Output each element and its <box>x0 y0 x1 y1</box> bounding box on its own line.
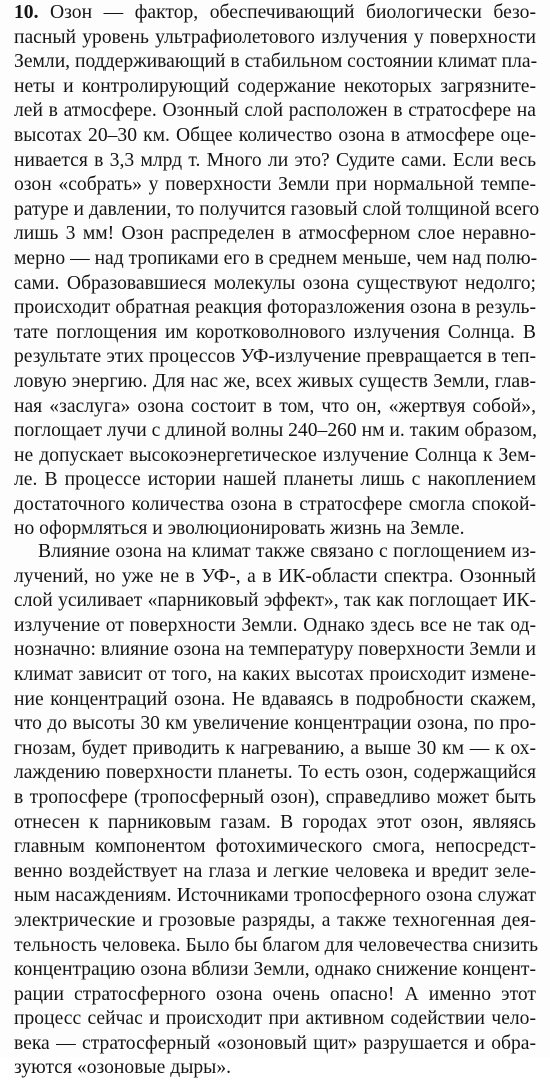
text-line: климат зависит от того, на каких высотах происходит измене- <box>14 663 536 685</box>
text-line: ным насаждениям. Источниками тропосферного озона служат <box>14 885 536 907</box>
text-line: в тропосфере (тропосферный озон), справедливо может быть <box>14 786 536 808</box>
text-line: тате поглощения им коротковолнового излучения Солнца. В <box>14 321 536 343</box>
text-line: нивается в 3,3 млрд т. Много ли это? Судите сами. Если весь <box>14 149 536 171</box>
text-line: не допускает высокоэнергетическое излучение Солнца к Зем- <box>14 444 536 466</box>
text-line: результате этих процессов УФ-излучение превращается в теп- <box>14 346 536 368</box>
text-line: гнозам, будет приводить к нагреванию, а выше 30 км — к ох- <box>14 737 536 759</box>
text-line: озон «собрать» у поверхности Земли при нормальной темпе- <box>14 174 536 196</box>
text-line: процесс сейчас и происходит при активном содействии чело- <box>14 1008 536 1030</box>
text-line: лишь 3 мм! Озон распределен в атмосферном слое неравно- <box>14 223 536 245</box>
text-line: но оформляться и эволюционировать жизнь на Земле. <box>14 518 465 540</box>
text-line: лаждению поверхности планеты. То есть озон, содержащийся <box>14 762 536 784</box>
text-line: электрические и грозовые разряды, а также техногенная дея- <box>14 909 536 931</box>
text-line: нозначно: влияние озона на температуру поверхности Земли и <box>14 639 536 661</box>
text-line: века — стратосферный «озоновый щит» разрушается и обра- <box>14 1032 536 1054</box>
text-line: ратуре и давлении, то получится газовый слой толщиной всего <box>14 198 540 220</box>
text-line: 10. Озон — фактор, обеспечивающий биологически безо- <box>14 2 536 23</box>
text-line: главным компонентом фотохимического смога, непосредст- <box>14 836 536 858</box>
text-line: рации стратосферного озона очень опасно! А именно этот <box>14 983 536 1005</box>
text-line: сами. Образовавшиеся молекулы озона существуют недолго; <box>14 272 536 294</box>
text-line: достаточного количества озона в стратосфере смогла спокой- <box>14 493 536 515</box>
text-line: венно воздействует на глаза и легкие человека и вредит зеле- <box>14 860 536 882</box>
text-line: мерно –– над тропиками его в среднем меньше, чем над полю- <box>14 247 538 269</box>
text-line: ние концентраций озона. Не вдаваясь в подробности скажем, <box>14 688 536 710</box>
text-line: ловую энергию. Для нас же, всех живых существ Земли, глав- <box>14 370 536 392</box>
text-line: высотах 20–30 км. Общее количество озона в атмосфере оце- <box>14 124 536 146</box>
text-line: Влияние озона на климат также связано с поглощением из- <box>38 541 536 562</box>
text-line: неты и контролирующий содержание некоторых загрязните- <box>14 75 536 97</box>
paragraph-1 <box>14 1 540 542</box>
text-line: отнесен к парниковым газам. В городах этот озон, являясь <box>14 811 536 833</box>
text-line: концентрацию озона вблизи Земли, однако снижение концент- <box>14 959 536 981</box>
task-number: 10. <box>14 2 39 23</box>
text-line: слой усиливает «парниковый эффект», так как поглощает ИК- <box>14 590 536 612</box>
text-line: происходит обратная реакция фоторазложения озона в резуль- <box>14 297 536 319</box>
text-line: ная «заслуга» озона состоит в том, что он, «жертвуя собой», <box>14 395 536 417</box>
text-line: Земли, поддерживающий в стабильном состоянии климат пла- <box>14 51 538 73</box>
text-line: лей в атмосфере. Озонный слой расположен в стратосфере на <box>14 100 536 122</box>
text-line: излучение от поверхности Земли. Однако здесь все не так од- <box>14 614 536 636</box>
text-line: поглощает лучи с длиной волны 240–260 нм и. таким образом, <box>14 420 538 442</box>
text-line: тельность человека. Было бы благом для человечества снизить <box>14 934 539 956</box>
text-line: зуются «озоновые дыры». <box>14 1057 232 1079</box>
text-line: пасный уровень ультрафиолетового излучения у поверхности <box>14 26 536 48</box>
text-line: ле. В процессе истории нашей планеты лишь с накоплением <box>14 469 536 491</box>
text-line: лучений, но уже не в УФ-, а в ИК-области спектра. Озонный <box>14 565 536 587</box>
paragraph-2 <box>14 540 539 1081</box>
text-line: что до высоты 30 км увеличение концентрации озона, по про- <box>14 713 536 735</box>
